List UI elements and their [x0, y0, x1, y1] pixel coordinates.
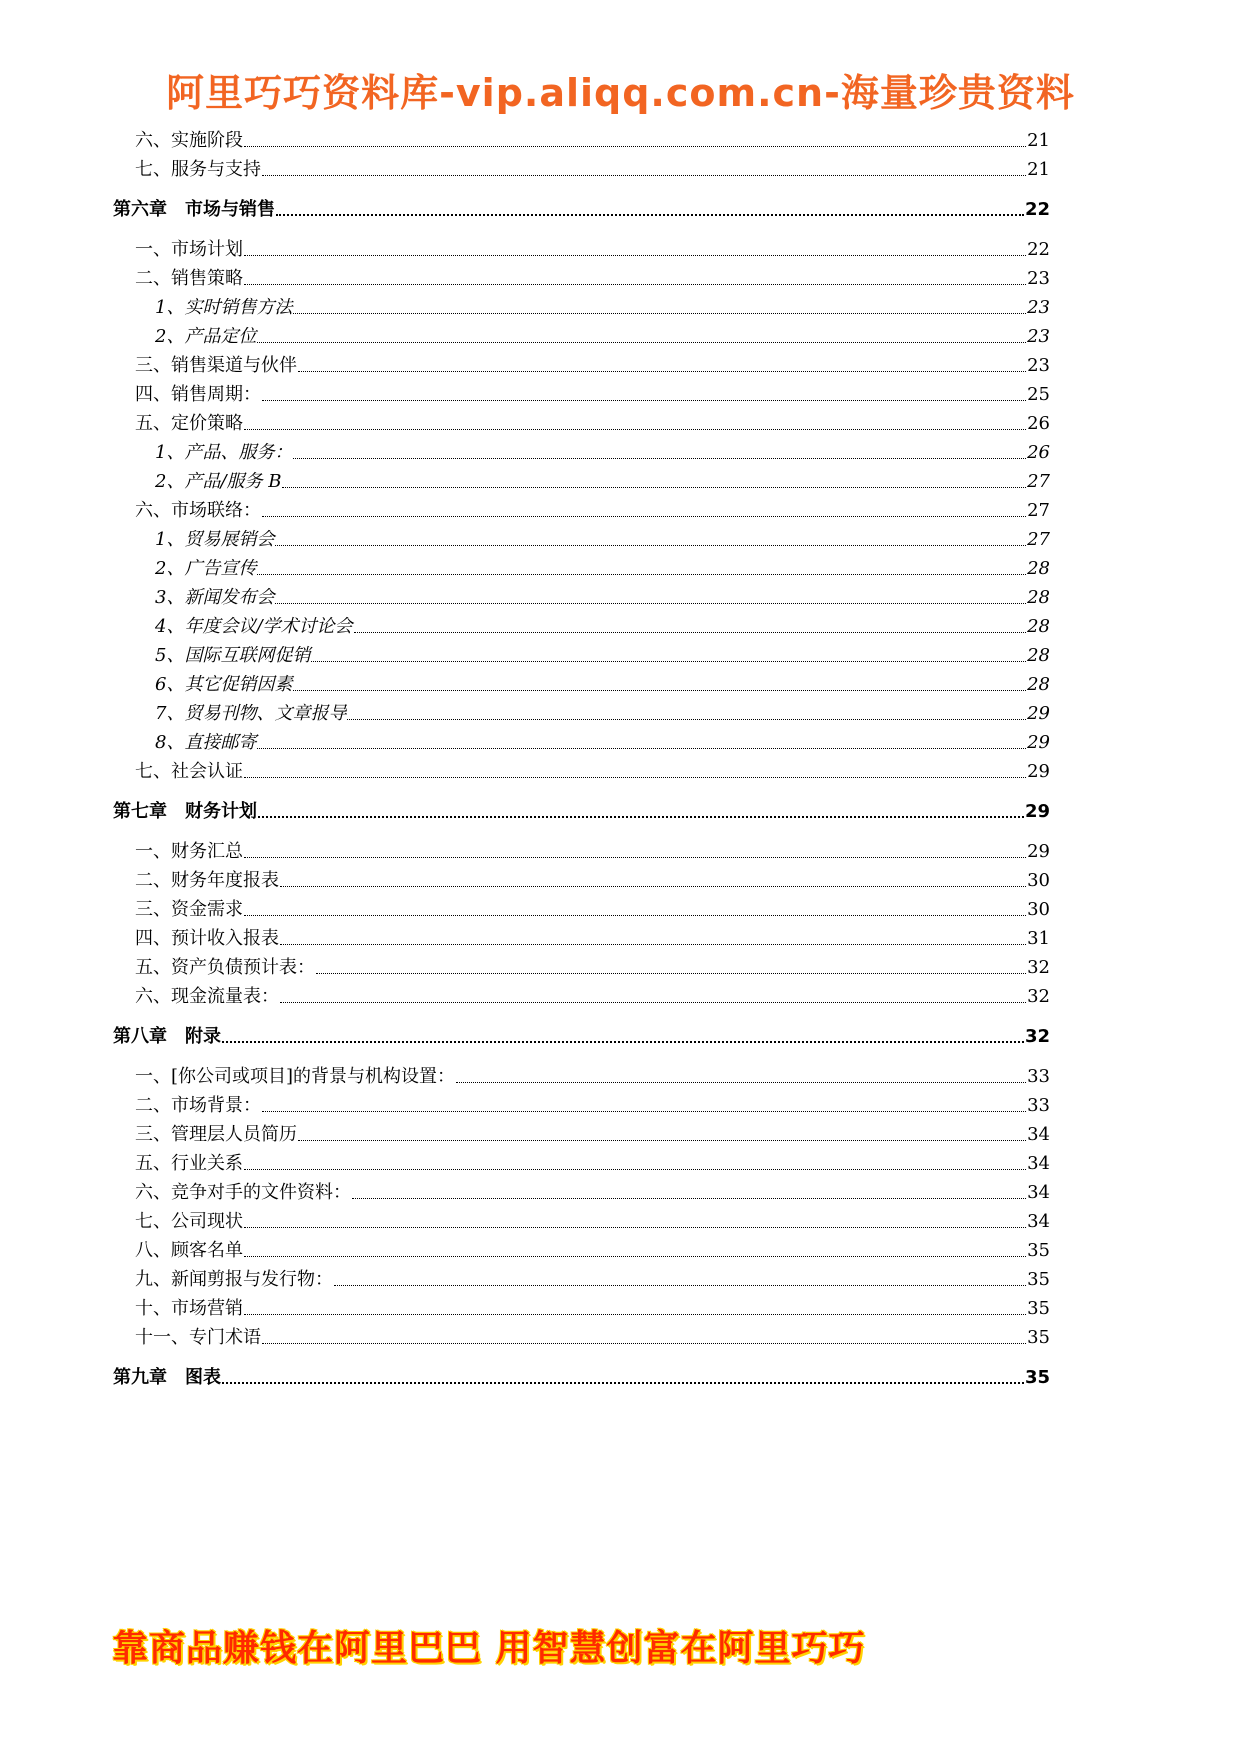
- toc-entry-title: 三、销售渠道与伙伴: [135, 355, 297, 376]
- toc-page-number: 35: [1024, 1367, 1050, 1388]
- toc-page-number: 31: [1027, 928, 1050, 949]
- toc-section-entry[interactable]: [113, 1261, 1050, 1291]
- toc-page-number: 35: [1027, 1269, 1050, 1290]
- toc-leader-dots: [298, 371, 1026, 372]
- toc-section-entry[interactable]: [113, 949, 1050, 979]
- toc-section-entry[interactable]: [113, 1087, 1050, 1117]
- toc-leader-dots: [456, 1082, 1026, 1083]
- toc-section-entry[interactable]: [113, 231, 1050, 261]
- toc-section-entry[interactable]: [113, 260, 1050, 290]
- toc-leader-dots: [293, 458, 1026, 459]
- toc-section-entry[interactable]: [113, 1058, 1050, 1088]
- toc-subsection-entry[interactable]: [113, 289, 1050, 319]
- toc-section-entry[interactable]: [113, 492, 1050, 522]
- toc-page-number: 29: [1027, 732, 1050, 753]
- toc-chapter-entry[interactable]: [113, 1018, 1050, 1048]
- toc-page-number: 27: [1027, 471, 1050, 492]
- toc-leader-dots: [244, 1169, 1026, 1170]
- toc-entry-title: 2、产品定位: [155, 326, 257, 347]
- toc-entry-title: 七、社会认证: [135, 761, 243, 782]
- toc-section-entry[interactable]: [113, 1290, 1050, 1320]
- toc-entry-title: 二、财务年度报表: [135, 870, 279, 891]
- toc-page-number: 30: [1027, 870, 1050, 891]
- toc-page-number: 29: [1027, 761, 1050, 782]
- toc-entry-title: 七、服务与支持: [135, 159, 261, 180]
- toc-section-entry[interactable]: [113, 151, 1050, 181]
- toc-leader-dots: [316, 973, 1026, 974]
- toc-leader-dots: [262, 516, 1026, 517]
- toc-leader-dots: [222, 1382, 1024, 1384]
- toc-subsection-entry[interactable]: [113, 637, 1050, 667]
- toc-page-number: 23: [1027, 326, 1050, 347]
- toc-leader-dots: [311, 661, 1026, 662]
- toc-page-number: 23: [1027, 297, 1050, 318]
- toc-leader-dots: [298, 1140, 1026, 1141]
- toc-page-number: 21: [1027, 130, 1050, 151]
- toc-leader-dots: [244, 284, 1026, 285]
- toc-leader-dots: [244, 1256, 1026, 1257]
- toc-leader-dots: [222, 1041, 1024, 1043]
- toc-entry-title: 5、国际互联网促销: [155, 645, 311, 666]
- toc-section-entry[interactable]: [113, 1174, 1050, 1204]
- toc-page-number: 35: [1027, 1327, 1050, 1348]
- toc-section-entry[interactable]: [113, 1145, 1050, 1175]
- toc-entry-title: 1、贸易展销会: [155, 529, 275, 550]
- toc-section-entry[interactable]: [113, 122, 1050, 152]
- toc-leader-dots: [244, 255, 1026, 256]
- toc-entry-title: 六、现金流量表：: [135, 986, 279, 1007]
- toc-subsection-entry[interactable]: [113, 434, 1050, 464]
- toc-page-number: 29: [1024, 801, 1050, 822]
- toc-leader-dots: [257, 748, 1026, 749]
- toc-subsection-entry[interactable]: [113, 318, 1050, 348]
- toc-entry-title: 第六章 市场与销售: [113, 199, 275, 220]
- toc-leader-dots: [352, 1198, 1026, 1199]
- toc-chapter-entry[interactable]: [113, 1359, 1050, 1389]
- toc-leader-dots: [275, 603, 1026, 604]
- toc-entry-title: 二、市场背景：: [135, 1095, 261, 1116]
- toc-leader-dots: [257, 574, 1026, 575]
- toc-leader-dots: [293, 690, 1026, 691]
- toc-section-entry[interactable]: [113, 891, 1050, 921]
- toc-entry-title: 3、新闻发布会: [155, 587, 275, 608]
- toc-leader-dots: [244, 777, 1026, 778]
- toc-page-number: 22: [1024, 199, 1050, 220]
- toc-section-entry[interactable]: [113, 833, 1050, 863]
- toc-entry-title: 1、产品、服务：: [155, 442, 293, 463]
- toc-entry-title: 第九章 图表: [113, 1367, 221, 1388]
- toc-page-number: 29: [1027, 841, 1050, 862]
- toc-leader-dots: [293, 313, 1026, 314]
- toc-leader-dots: [347, 719, 1026, 720]
- toc-subsection-entry[interactable]: [113, 695, 1050, 725]
- toc-section-entry[interactable]: [113, 753, 1050, 783]
- toc-subsection-entry[interactable]: [113, 521, 1050, 551]
- toc-subsection-entry[interactable]: [113, 463, 1050, 493]
- toc-entry-title: 三、管理层人员简历: [135, 1124, 297, 1145]
- toc-section-entry[interactable]: [113, 978, 1050, 1008]
- toc-leader-dots: [276, 214, 1024, 216]
- toc-chapter-entry[interactable]: [113, 793, 1050, 823]
- toc-page-number: 28: [1027, 558, 1050, 579]
- toc-page-number: 28: [1027, 645, 1050, 666]
- toc-page-number: 33: [1027, 1066, 1050, 1087]
- toc-subsection-entry[interactable]: [113, 666, 1050, 696]
- toc-section-entry[interactable]: [113, 920, 1050, 950]
- toc-leader-dots: [280, 886, 1026, 887]
- toc-leader-dots: [257, 342, 1026, 343]
- toc-entry-title: 四、预计收入报表: [135, 928, 279, 949]
- toc-page-number: 23: [1027, 355, 1050, 376]
- toc-leader-dots: [244, 429, 1026, 430]
- toc-entry-title: 十、市场营销: [135, 1298, 243, 1319]
- toc-entry-title: 七、公司现状: [135, 1211, 243, 1232]
- toc-page-number: 32: [1027, 957, 1050, 978]
- toc-page-number: 34: [1027, 1124, 1050, 1145]
- toc-leader-dots: [244, 1314, 1026, 1315]
- toc-entry-title: 6、其它促销因素: [155, 674, 293, 695]
- toc-leader-dots: [262, 400, 1026, 401]
- toc-entry-title: 第八章 附录: [113, 1026, 221, 1047]
- toc-chapter-entry[interactable]: [113, 191, 1050, 221]
- toc-page-number: 23: [1027, 268, 1050, 289]
- toc-entry-title: 一、财务汇总: [135, 841, 243, 862]
- toc-leader-dots: [244, 857, 1026, 858]
- toc-page-number: 29: [1027, 703, 1050, 724]
- toc-entry-title: 六、市场联络：: [135, 500, 261, 521]
- toc-page-number: 27: [1027, 529, 1050, 550]
- toc-page-number: 26: [1027, 413, 1050, 434]
- toc-leader-dots: [262, 175, 1026, 176]
- toc-entry-title: 1、实时销售方法: [155, 297, 293, 318]
- toc-page-number: 35: [1027, 1240, 1050, 1261]
- toc-entry-title: 第七章 财务计划: [113, 801, 257, 822]
- toc-page-number: 34: [1027, 1211, 1050, 1232]
- toc-leader-dots: [244, 1227, 1026, 1228]
- toc-leader-dots: [262, 1111, 1026, 1112]
- toc-page-number: 34: [1027, 1182, 1050, 1203]
- toc-entry-title: 一、[你公司或项目]的背景与机构设置：: [135, 1066, 456, 1087]
- toc-entry-title: 三、资金需求: [135, 899, 243, 920]
- toc-entry-title: 五、行业关系: [135, 1153, 243, 1174]
- toc-entry-title: 十一、专门术语: [135, 1327, 261, 1348]
- toc-section-entry[interactable]: [113, 862, 1050, 892]
- toc-entry-title: 五、定价策略: [135, 413, 243, 434]
- toc-leader-dots: [354, 632, 1027, 633]
- toc-leader-dots: [262, 1343, 1026, 1344]
- toc-leader-dots: [244, 915, 1026, 916]
- toc-page-number: 27: [1027, 500, 1050, 521]
- toc-leader-dots: [334, 1285, 1026, 1286]
- toc-page-number: 32: [1027, 986, 1050, 1007]
- toc-page-number: 25: [1027, 384, 1050, 405]
- toc-entry-title: 四、销售周期：: [135, 384, 261, 405]
- toc-leader-dots: [280, 944, 1026, 945]
- toc-page-number: 21: [1027, 159, 1050, 180]
- toc-entry-title: 六、实施阶段: [135, 130, 243, 151]
- toc-entry-title: 一、市场计划: [135, 239, 243, 260]
- toc-page-number: 28: [1027, 587, 1050, 608]
- toc-page-number: 28: [1027, 674, 1050, 695]
- toc-entry-title: 九、新闻剪报与发行物：: [135, 1269, 333, 1290]
- toc-section-entry[interactable]: [113, 376, 1050, 406]
- toc-entry-title: 2、广告宣传: [155, 558, 257, 579]
- toc-leader-dots: [280, 1002, 1026, 1003]
- toc-page-number: 28: [1027, 616, 1050, 637]
- toc-subsection-entry[interactable]: [113, 724, 1050, 754]
- toc-section-entry[interactable]: [113, 1319, 1050, 1349]
- toc-entry-title: 4、年度会议/学术讨论会: [155, 616, 353, 637]
- toc-section-entry[interactable]: [113, 1116, 1050, 1146]
- toc-page-number: 35: [1027, 1298, 1050, 1319]
- toc-entry-title: 八、顾客名单: [135, 1240, 243, 1261]
- header-banner: 阿里巧巧资料库-vip.aliqq.com.cn-海量珍贵资料: [166, 71, 1075, 115]
- toc-subsection-entry[interactable]: [113, 579, 1050, 609]
- toc-page-number: 26: [1027, 442, 1050, 463]
- toc-subsection-entry[interactable]: [113, 550, 1050, 580]
- toc-section-entry[interactable]: [113, 347, 1050, 377]
- toc-entry-title: 五、资产负债预计表：: [135, 957, 315, 978]
- toc-leader-dots: [244, 146, 1026, 147]
- toc-page-number: 30: [1027, 899, 1050, 920]
- toc-entry-title: 7、贸易刊物、文章报导: [155, 703, 347, 724]
- toc-section-entry[interactable]: [113, 405, 1050, 435]
- toc-page-number: 33: [1027, 1095, 1050, 1116]
- toc-entry-title: 六、竞争对手的文件资料：: [135, 1182, 351, 1203]
- toc-page-number: 22: [1027, 239, 1050, 260]
- toc-entry-title: 8、直接邮寄: [155, 732, 257, 753]
- toc-page-number: 34: [1027, 1153, 1050, 1174]
- toc-entry-title: 二、销售策略: [135, 268, 243, 289]
- toc-leader-dots: [275, 545, 1026, 546]
- toc-subsection-entry[interactable]: [113, 608, 1050, 638]
- toc-page-number: 32: [1024, 1026, 1050, 1047]
- toc-section-entry[interactable]: [113, 1203, 1050, 1233]
- toc-leader-dots: [258, 816, 1024, 818]
- footer-banner: 靠商品赚钱在阿里巴巴 用智慧创富在阿里巧巧: [112, 1628, 866, 1669]
- toc-leader-dots: [282, 487, 1026, 488]
- toc-entry-title: 2、产品/服务 B: [155, 471, 282, 492]
- toc-section-entry[interactable]: [113, 1232, 1050, 1262]
